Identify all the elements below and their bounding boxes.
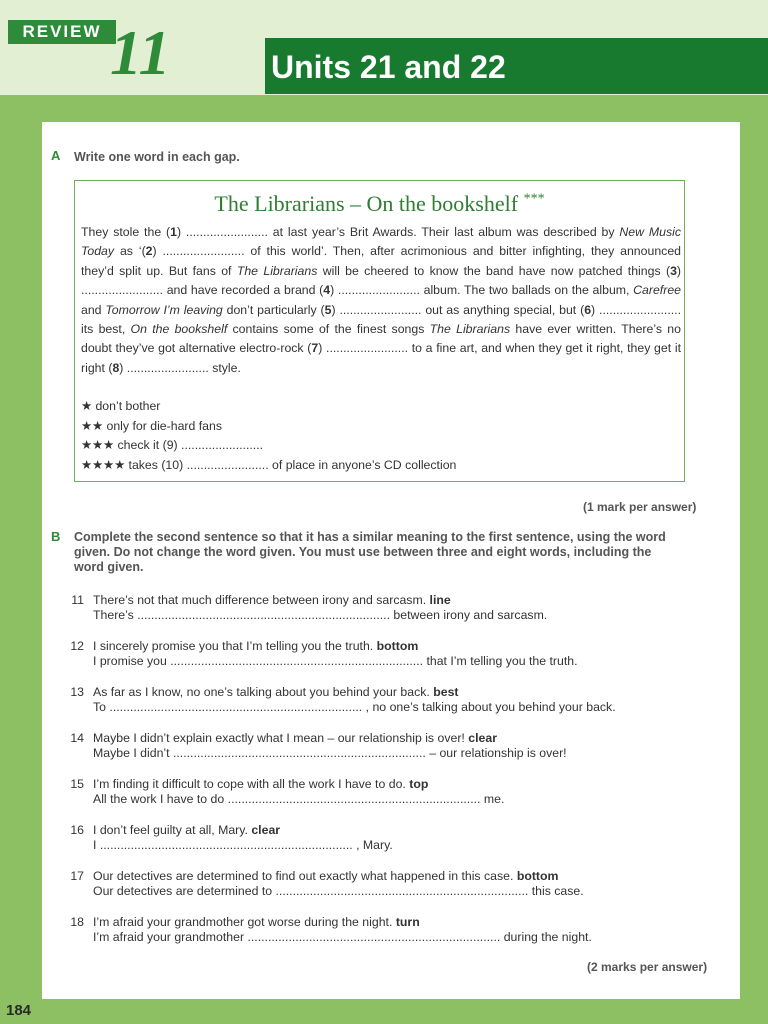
item-number: 12 <box>70 639 84 653</box>
star-key-item <box>81 397 456 417</box>
item-first-sentence: I sincerely promise you that I’m telling you the truth. bottom <box>93 639 419 653</box>
section-a-marks: (1 mark per answer) <box>583 500 697 514</box>
star-rating-icon: ★★ <box>81 418 104 433</box>
star-rating-icon: ★ <box>81 399 93 413</box>
star-key <box>81 397 456 475</box>
item-number: 14 <box>70 731 84 745</box>
worksheet-page <box>42 122 740 999</box>
reading-box <box>74 180 685 482</box>
item-first-sentence: As far as I know, no one’s talking about you behind your back. best <box>93 685 459 699</box>
item-second-sentence: Maybe I didn’t .......................................................................... – our relationship is over! <box>93 746 567 760</box>
item-second-sentence: I’m afraid your grandmother .......................................................................... during the night. <box>93 930 592 944</box>
item-first-sentence: I’m afraid your grandmother got worse during the night. turn <box>93 915 420 929</box>
star-key-text: takes (10) ........................ of place in anyone’s CD collection <box>128 457 457 472</box>
item-first-sentence: There’s not that much difference between irony and sarcasm. line <box>93 593 451 607</box>
review-paragraph: They stole the (1) ........................ at last year’s Brit Awards. Their last album was described by New Music Today as ‘(2) ........................ of this world’. Then, after acrimonious and bitter infighting, they announced they’d split up. But fans of The Librarians will be cheered to know the band have now patched things (3) ........................ and have recorded a brand (4) ........................ album. The two ballads on the album, Carefree and Tomorrow I’m leaving don’t particularly (5) ........................ out as anything special, but (6) ........................ its best, On the bookshelf contains some of the finest songs The Librarians have ever written. There’s no doubt they’ve got alternative electro-rock (7) ........................ to a fine art, and when they get it right, they get it right (8) ........................ style. <box>81 225 682 375</box>
item-key-word: clear <box>468 731 497 745</box>
star-key-item <box>81 417 456 437</box>
item-second-sentence: All the work I have to do .......................................................................... me. <box>93 792 505 806</box>
box-title-text: The Librarians – On the bookshelf <box>214 191 519 216</box>
item-first-sentence: Our detectives are determined to find out exactly what happened in this case. bottom <box>93 869 559 883</box>
section-a-letter: A <box>51 148 61 163</box>
item-number: 13 <box>70 685 84 699</box>
item-key-word: turn <box>395 915 420 929</box>
item-first-sentence: I’m finding it difficult to cope with all the work I have to do. top <box>93 777 429 791</box>
item-first-sentence: Maybe I didn’t explain exactly what I mean – our relationship is over! clear <box>93 731 497 745</box>
review-number: 11 <box>110 17 171 88</box>
item-number: 17 <box>70 869 84 883</box>
item-key-word: best <box>433 685 459 699</box>
item-second-sentence: I .......................................................................... , Mary. <box>93 838 393 852</box>
section-b-instruction: Complete the second sentence so that it has a similar meaning to the first sentence, using the word given. Do not change the word given. You must use between three and eight words, including the word given. <box>74 530 666 574</box>
item-second-sentence: There’s .......................................................................... between irony and sarcasm. <box>93 608 548 622</box>
box-title-stars: *** <box>523 191 545 207</box>
star-key-text: don’t bother <box>95 399 161 413</box>
star-rating-icon: ★★★★ <box>81 457 126 472</box>
page-title: Units 21 and 22 <box>265 38 768 94</box>
item-key-word: line <box>429 593 451 607</box>
item-first-sentence: I don’t feel guilty at all, Mary. clear <box>93 823 281 837</box>
star-key-text: only for die-hard fans <box>106 418 223 433</box>
star-key-item <box>81 436 456 456</box>
page-number: 184 <box>6 1002 32 1019</box>
item-number: 16 <box>70 823 84 837</box>
item-key-word: bottom <box>516 869 559 883</box>
star-key-text: check it (9) ........................ <box>117 438 264 452</box>
star-key-item <box>81 456 456 476</box>
item-number: 18 <box>70 915 84 929</box>
item-second-sentence: I promise you .......................................................................... that I’m telling you the truth. <box>93 654 578 668</box>
review-label: REVIEW <box>8 20 116 44</box>
section-b-letter: B <box>51 529 61 544</box>
item-key-word: top <box>409 777 429 791</box>
item-second-sentence: To .......................................................................... , no one’s talking about you behind your back. <box>93 700 616 714</box>
section-b-marks: (2 marks per answer) <box>587 960 708 974</box>
box-title <box>75 191 684 217</box>
item-key-word: clear <box>251 823 281 837</box>
section-a-instruction: Write one word in each gap. <box>74 150 240 164</box>
item-key-word: bottom <box>376 639 419 653</box>
item-second-sentence: Our detectives are determined to .......................................................................... this case. <box>93 884 584 898</box>
star-rating-icon: ★★★ <box>81 438 115 452</box>
item-number: 11 <box>71 593 84 607</box>
item-number: 15 <box>70 777 84 791</box>
